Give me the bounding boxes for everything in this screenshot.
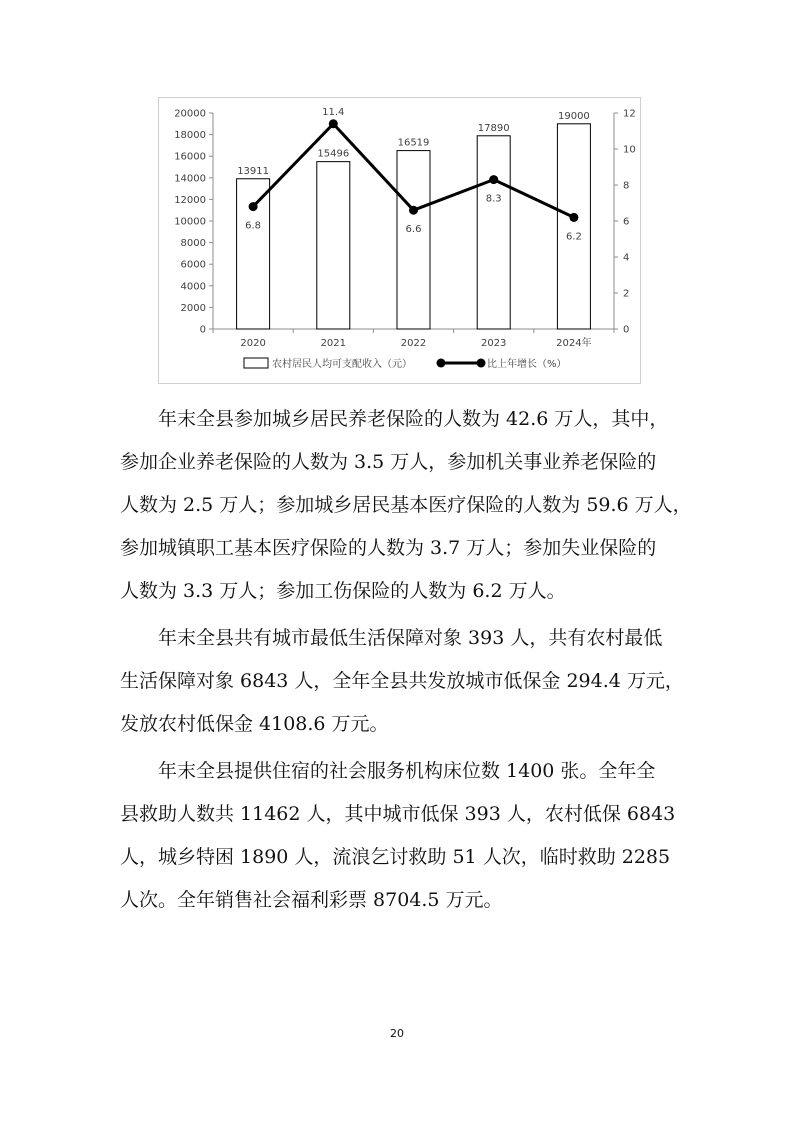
bar-2024年 — [557, 124, 590, 329]
paragraph-line: 人次。全年销售社会福利彩票 8704.5 万元。 — [120, 889, 503, 911]
left-tick-label: 14000 — [174, 173, 206, 185]
left-tick-label: 0 — [199, 324, 206, 336]
growth-point-2024年 — [569, 213, 578, 222]
paragraph-social-services — [120, 750, 680, 922]
paragraph-line: 人数为 3.3 万人；参加工伤保险的人数为 6.2 万人。 — [120, 580, 566, 602]
x-category-label: 2024年 — [556, 338, 592, 349]
bar-2020 — [237, 179, 270, 329]
right-tick-label: 12 — [623, 108, 636, 120]
left-tick-label: 12000 — [174, 194, 206, 206]
paragraph-line: 生活保障对象 6843 人，全年全县共发放城市低保金 294.4 万元， — [120, 670, 684, 692]
legend-line-marker — [437, 359, 446, 368]
paragraph-line: 发放农村低保金 4108.6 万元。 — [120, 713, 389, 735]
growth-value-label: 8.3 — [485, 193, 502, 205]
bar-value-label: 19000 — [557, 110, 590, 122]
legend-line-label: 比上年增长（%） — [487, 359, 567, 370]
x-category-label: 2020 — [240, 338, 266, 349]
left-tick-label: 16000 — [174, 151, 206, 163]
growth-value-label: 6.8 — [245, 220, 262, 232]
growth-value-label: 11.4 — [322, 106, 345, 118]
paragraph-line: 县救助人数共 11462 人，其中城市低保 393 人，农村低保 6843 — [120, 803, 676, 825]
left-tick-label: 8000 — [180, 238, 206, 250]
income-growth-chart — [159, 98, 642, 385]
right-tick-label: 0 — [623, 324, 630, 336]
paragraph-line: 人数为 2.5 万人；参加城乡居民基本医疗保险的人数为 59.6 万人， — [120, 494, 692, 516]
page-number: 20 — [390, 1027, 404, 1040]
paragraph-insurance — [120, 398, 692, 613]
legend-line-marker — [477, 359, 486, 368]
left-tick-label: 2000 — [180, 302, 206, 314]
growth-point-2023 — [489, 175, 498, 184]
paragraph-subsistence — [120, 617, 684, 746]
bar-2022 — [397, 151, 430, 329]
paragraph-line: 年末全县提供住宿的社会服务机构床位数 1400 张。全年全 — [158, 760, 656, 782]
bar-value-label: 17890 — [477, 122, 510, 134]
right-tick-label: 8 — [623, 180, 630, 192]
right-tick-label: 4 — [623, 252, 630, 264]
bar-2023 — [477, 136, 510, 329]
paragraph-line: 年末全县参加城乡居民养老保险的人数为 42.6 万人，其中， — [158, 408, 669, 430]
bar-2021 — [317, 162, 350, 329]
x-category-label: 2021 — [320, 338, 347, 349]
right-tick-label: 10 — [623, 144, 636, 156]
growth-value-label: 6.2 — [565, 231, 582, 243]
bar-value-label: 13911 — [237, 165, 270, 177]
left-tick-label: 18000 — [174, 130, 206, 142]
growth-point-2022 — [409, 206, 418, 215]
legend-bar-swatch — [244, 358, 268, 368]
left-tick-label: 10000 — [174, 216, 206, 228]
growth-point-2021 — [329, 119, 338, 128]
left-tick-label: 6000 — [180, 259, 206, 271]
growth-point-2020 — [249, 202, 258, 211]
paragraph-line: 年末全县共有城市最低生活保障对象 393 人，共有农村最低 — [158, 627, 663, 649]
paragraph-line: 参加城镇职工基本医疗保险的人数为 3.7 万人；参加失业保险的 — [120, 537, 657, 559]
paragraph-line: 参加企业养老保险的人数为 3.5 万人，参加机关事业养老保险的 — [120, 451, 657, 473]
x-category-label: 2022 — [400, 338, 427, 349]
growth-value-label: 6.6 — [405, 224, 422, 236]
legend-bar-label: 农村居民人均可支配收入（元） — [272, 359, 412, 370]
left-tick-label: 4000 — [180, 281, 206, 293]
bar-value-label: 15496 — [317, 148, 350, 160]
bar-value-label: 16519 — [397, 137, 430, 149]
left-tick-label: 20000 — [174, 108, 206, 120]
chart-frame — [158, 97, 641, 384]
right-tick-label: 2 — [623, 288, 630, 300]
paragraph-line: 人，城乡特困 1890 人，流浪乞讨救助 51 人次，临时救助 2285 — [120, 846, 671, 868]
right-tick-label: 6 — [623, 216, 630, 228]
x-category-label: 2023 — [480, 338, 507, 349]
